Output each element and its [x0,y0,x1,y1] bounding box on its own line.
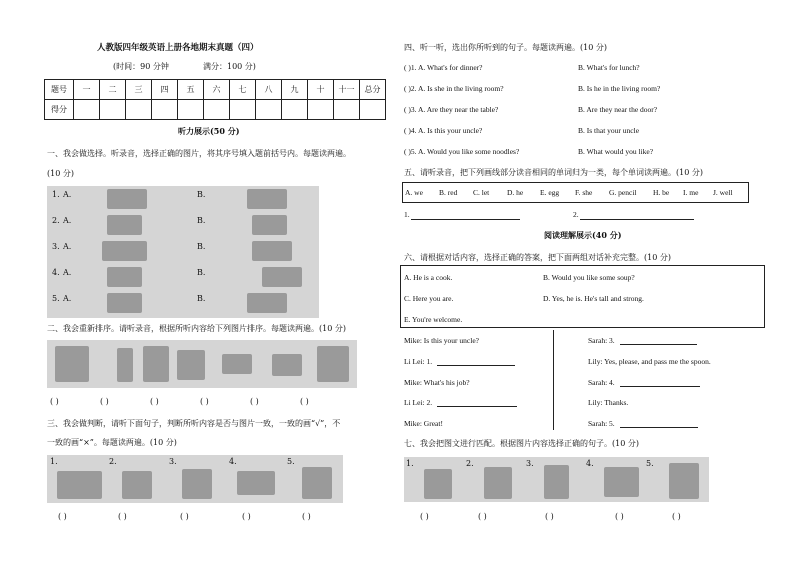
option-a-label: A. [63,294,72,303]
answer-bracket[interactable]: ( ) [615,512,624,521]
q4-item-5[interactable]: ( )5. A. Would you like some noodles? [404,147,520,156]
table-cell: 十一 [334,80,360,100]
score-input-cell[interactable] [74,100,100,120]
dialog-line: Mike: Great! [404,419,443,428]
table-cell: 五 [178,80,204,100]
question-6-text: 六、请根据对话内容，选择正确的答案，把下面两组对话补充完整。(10 分) [404,253,671,262]
item-number: 3. [52,242,60,251]
word-item: I. me [683,188,699,197]
nurse-picture [484,467,512,499]
table-cell: 二 [100,80,126,100]
question-5-text: 五、请听录音，把下列画线部分读音相同的单词归为一类，每个单词读两遍。(10 分) [404,168,703,177]
answer-bracket[interactable]: ( ) [118,512,127,521]
word-item: G. pencil [609,188,637,197]
item-number: 1. [406,459,414,468]
answer-bracket[interactable]: ( ) [300,397,309,406]
answer-bracket[interactable]: ( ) [58,512,67,521]
listening-section-title: 听力展示(50 分) [178,126,240,136]
car-picture [57,471,102,499]
blank-1-label: 1. [404,210,410,219]
bowl-picture [222,354,252,374]
option-d: D. Yes, he is. He's tall and strong. [543,294,644,303]
picture-icon [107,215,142,235]
desk-picture [604,467,639,497]
score-table-header-row [45,80,386,100]
q4-item-3[interactable]: ( )3. A. Are they near the table? [404,105,499,114]
sweeping-picture [177,350,205,380]
table-cell: 七 [230,80,256,100]
item-number: 4. [229,457,237,466]
table-cell: 十 [308,80,334,100]
answer-bracket[interactable]: ( ) [200,397,209,406]
reading-section-title: 阅读理解展示(40 分) [544,230,622,240]
picture-icon [107,293,142,313]
question-4-text: 四、听一听，选出你所听到的句子。每题读两遍。(10 分) [404,43,607,52]
dialog-line: Sarah: 5. [588,419,615,428]
question-7-text: 七、我会把图文进行匹配。根据图片内容选择正确的句子。(10 分) [404,439,639,448]
word-item: B. red [439,188,458,197]
dialog-line: Li Lei: 1. [404,357,433,366]
item-number: 5. [287,457,295,466]
score-input-cell[interactable] [308,100,334,120]
shoes-picture [272,354,302,376]
picture-icon [262,267,302,287]
answer-bracket[interactable]: ( ) [420,512,429,521]
picture-icon [252,215,287,235]
score-input-cell[interactable] [178,100,204,120]
table-cell: 八 [256,80,282,100]
question-1-text: 一、我会做选择。听录音，选择正确的图片，将其序号填入题前括号内。每题读两遍。 [47,149,351,158]
dialog-line: Mike: What's his job? [404,378,470,387]
question-2-image [47,340,357,388]
item-number: 5. [52,294,60,303]
option-a-label: A. [63,190,72,199]
answer-bracket[interactable]: ( ) [50,397,59,406]
answer-bracket[interactable]: ( ) [302,512,311,521]
curtain-picture [55,346,89,382]
option-b: B. Would you like some soup? [543,273,635,282]
boy-picture [143,346,169,382]
score-label: 满分：100 分) [203,62,256,71]
item-number: 1. [50,457,58,466]
table-cell: 四 [152,80,178,100]
table-cell: 总分 [360,80,386,100]
dialog-divider [553,330,554,430]
table-cell: 六 [204,80,230,100]
answer-blank-3[interactable] [620,344,697,345]
blank-1-line[interactable] [411,219,520,220]
woman-picture [182,469,212,499]
item-number: 2. [109,457,117,466]
option-a: A. He is a cook. [404,273,453,282]
option-a-label: A. [63,268,72,277]
question-7-image [404,457,709,502]
item-number: 2. [466,459,474,468]
word-bank-box [402,182,749,203]
item-number: 1. [52,190,60,199]
word-item: J. well [713,188,733,197]
score-input-cell[interactable] [152,100,178,120]
item-number: 3. [526,459,534,468]
option-b-label: B. [197,242,206,251]
options-box [400,265,765,328]
dialog-line: Lily: Yes, please, and pass me the spoon. [588,357,711,366]
score-table [44,79,386,120]
table-cell: 九 [282,80,308,100]
family-picture [317,346,349,382]
answer-blank-4[interactable] [620,386,700,387]
score-input-cell[interactable] [204,100,230,120]
dialog-line: Sarah: 4. [588,378,615,387]
picture-icon [252,241,292,261]
question-3-image [47,455,343,503]
picture-icon [107,267,142,287]
question-3-text: 三、我会做判断，请听下面句子，判断所听内容是否与图片一致，一致的画“√”，不 [47,419,341,428]
blank-2-label: 2. [573,210,579,219]
item-number: 4. [586,459,594,468]
q4-item-2[interactable]: ( )2. A. Is she in the living room? [404,84,504,93]
answer-bracket[interactable]: ( ) [545,512,554,521]
option-a-label: A. [63,216,72,225]
answer-bracket[interactable]: ( ) [150,397,159,406]
q4-item-1[interactable]: ( )1. A. What's for dinner? [404,63,483,72]
item-number: 4. [52,268,60,277]
option-e: E. You're welcome. [404,315,463,324]
question-1-points: (10 分) [47,169,74,178]
word-item: E. egg [540,188,560,197]
answer-bracket[interactable]: ( ) [250,397,259,406]
word-item: H. be [653,188,670,197]
picture-icon [102,241,147,261]
score-input-cell[interactable] [282,100,308,120]
blank-2-line[interactable] [580,219,694,220]
score-input-cell[interactable] [126,100,152,120]
question-2-text: 二、我会重新排序。请听录音，根据所听内容给下列图片排序。每题读两遍。(10 分) [47,324,346,333]
dialog-line: Mike: Is this your uncle? [404,336,479,345]
table-cell: 得分 [45,100,74,120]
score-input-cell[interactable] [334,100,360,120]
table-cell: 一 [74,80,100,100]
time-label: (时间：90 分钟 [113,62,169,71]
table-cell: 三 [126,80,152,100]
cook-picture [424,469,452,499]
item-number: 2. [52,216,60,225]
option-c: C. Here you are. [404,294,454,303]
q4-item-4-option-b: B. Is that your uncle [578,126,640,135]
q4-item-4[interactable]: ( )4. A. Is this your uncle? [404,126,483,135]
item-number: 5. [646,459,654,468]
picture-icon [247,293,287,313]
answer-bracket[interactable]: ( ) [100,397,109,406]
answer-bracket[interactable]: ( ) [478,512,487,521]
fan-picture [117,348,133,382]
drawer-picture [122,471,152,499]
score-input-cell[interactable] [100,100,126,120]
answer-blank-2[interactable] [437,406,517,407]
question-1-image [47,186,319,318]
dialog-line: Sarah: 3. [588,336,615,345]
score-table-score-row [45,100,386,120]
q4-item-2-option-b: B. Is he in the living room? [578,84,661,93]
option-a-label: A. [63,242,72,251]
noodles-picture [237,471,275,495]
picture-icon [107,189,147,209]
word-item: C. let [473,188,490,197]
score-input-cell[interactable] [230,100,256,120]
page-title: 人教版四年级英语上册各地期末真题（四） [97,43,259,53]
picture-icon [247,189,287,209]
score-input-cell[interactable] [360,100,386,120]
item-number: 3. [169,457,177,466]
question-3-text-cont: 一致的画“×”。每题读两遍。(10 分) [47,438,177,447]
answer-bracket[interactable]: ( ) [242,512,251,521]
answer-bracket[interactable]: ( ) [672,512,681,521]
option-b-label: B. [197,294,206,303]
answer-blank-5[interactable] [620,427,698,428]
answer-blank-1[interactable] [437,365,515,366]
dialog-line: Li Lei: 2. [404,398,433,407]
word-item: A. we [405,188,423,197]
option-b-label: B. [197,216,206,225]
dialog-line: Lily: Thanks. [588,398,629,407]
q4-item-1-option-b: B. What's for lunch? [578,63,640,72]
doctor-picture [302,467,332,499]
table-cell: 题号 [45,80,74,100]
farmer-picture [669,463,699,499]
q4-item-5-option-b: B. What would you like? [578,147,654,156]
word-item: D. he [507,188,524,197]
option-b-label: B. [197,268,206,277]
boy-picture [544,465,569,499]
answer-bracket[interactable]: ( ) [180,512,189,521]
score-input-cell[interactable] [256,100,282,120]
q4-item-3-option-b: B. Are they near the door? [578,105,658,114]
option-b-label: B. [197,190,206,199]
word-item: F. she [575,188,593,197]
